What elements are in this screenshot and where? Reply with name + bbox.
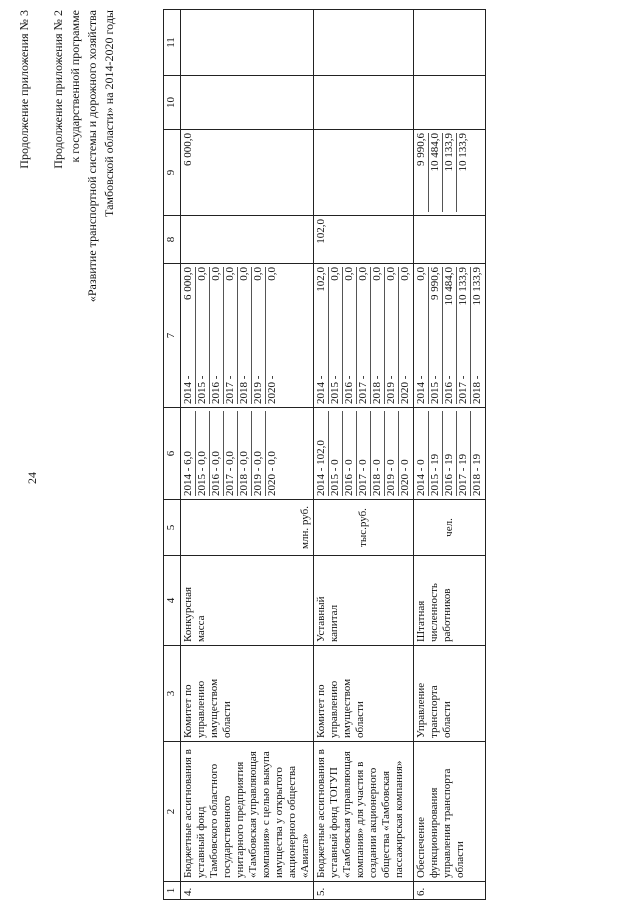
funding-line (329, 267, 343, 404)
funding-year: 2019 - (252, 375, 264, 404)
column-header: 2 (164, 742, 181, 882)
funding-year: 2014 - (315, 375, 327, 404)
col11-cell (181, 10, 314, 76)
funding-value: 0,0 (266, 267, 278, 281)
funding-value: 0,0 (399, 267, 411, 281)
heading-line-program-name: «Развитие транспортной системы и дорожного хозяйства (85, 10, 99, 303)
targets-cell (181, 408, 314, 500)
target-value: 2015 - 0,0 (196, 411, 210, 496)
funding-line (252, 267, 266, 404)
page-number: 24 (25, 472, 39, 484)
unit-cell: чел. (414, 500, 486, 556)
table-header-row (164, 10, 181, 900)
column-header: 5 (164, 500, 181, 556)
row-number: 6. (414, 882, 486, 900)
heading-line-program-region: Тамбовской области» на 2014-2020 годы (102, 10, 116, 217)
funding-value: 0,0 (343, 267, 355, 281)
heading-line-program: к государственной программе (68, 10, 82, 163)
funding-value: 6 000,0 (182, 267, 194, 300)
funding-line (210, 267, 224, 404)
funding-year: 2018 - (471, 375, 483, 404)
target-value: 2020 - 0 (399, 459, 411, 496)
col9-value: 6 000,0 (182, 133, 194, 166)
unit-cell: млн. руб. (181, 500, 314, 556)
funding-value: 10 484,0 (443, 267, 455, 306)
target-value: 2016 - 19 (443, 411, 457, 496)
column-header: 9 (164, 130, 181, 216)
target-value: 2016 - 0,0 (210, 411, 224, 496)
column-header: 11 (164, 10, 181, 76)
funding-year: 2016 - (210, 375, 222, 404)
target-value: 2014 - 6,0 (182, 411, 196, 496)
target-value: 2018 - 0,0 (238, 411, 252, 496)
col9-value: 9 990,6 (415, 133, 429, 212)
col8-value: 102,0 (315, 219, 327, 244)
appendix-heading (16, 10, 118, 570)
indicator-cell: Конкурсная масса (181, 556, 314, 646)
target-value: 2014 - 102,0 (315, 411, 329, 496)
column-header: 7 (164, 264, 181, 408)
funding-line (182, 267, 196, 404)
funding-value: 0,0 (415, 267, 427, 281)
table-row (181, 10, 314, 900)
executor-cell: Комитет по управлению имуществом области (181, 646, 314, 742)
heading-spacer (33, 10, 50, 570)
col8-cell (181, 216, 314, 264)
funding-value: 0,0 (329, 267, 341, 281)
executor-cell: Комитет по управлению имуществом области (314, 646, 414, 742)
table-row (314, 10, 414, 900)
funding-year: 2020 - (266, 375, 278, 404)
funding-year: 2014 - (415, 375, 427, 404)
funding-line (415, 267, 429, 404)
target-value: 2018 - 0 (371, 411, 385, 496)
funding-line (443, 267, 457, 404)
funding-year: 2015 - (329, 375, 341, 404)
target-value: 2017 - 19 (457, 411, 471, 496)
funding-value: 0,0 (224, 267, 236, 281)
target-value: 2019 - 0,0 (252, 411, 266, 496)
col8-cell (414, 216, 486, 264)
executor-cell: Управление транспорта области (414, 646, 486, 742)
target-value: 2020 - 0,0 (266, 451, 278, 496)
col10-cell (414, 76, 486, 130)
funding-line (315, 267, 329, 404)
col9-value: 10 484,0 (429, 133, 443, 212)
funding-value: 102,0 (315, 267, 327, 292)
col9-cell (414, 130, 486, 216)
target-value: 2019 - 0 (385, 411, 399, 496)
funding-value: 9 990,6 (429, 267, 441, 300)
funding-year: 2015 - (196, 375, 208, 404)
funding-year: 2017 - (457, 375, 469, 404)
funding-cell (181, 264, 314, 408)
funding-line (385, 267, 399, 404)
funding-year: 2018 - (371, 375, 383, 404)
indicator-cell: Уставный капитал (314, 556, 414, 646)
indicator-cell: Штатная численность работников (414, 556, 486, 646)
col9-value: 10 133,9 (443, 133, 457, 212)
funding-line (238, 267, 252, 404)
funding-line (457, 267, 471, 404)
target-value: 2018 - 19 (471, 453, 483, 496)
column-header: 1 (164, 882, 181, 900)
target-value: 2015 - 0 (329, 411, 343, 496)
targets-cell (414, 408, 486, 500)
funding-year: 2017 - (357, 375, 369, 404)
target-value: 2017 - 0 (357, 411, 371, 496)
col9-cell (314, 130, 414, 216)
targets-cell (314, 408, 414, 500)
col8-cell (314, 216, 414, 264)
col10-cell (314, 76, 414, 130)
funding-value: 0,0 (385, 267, 397, 281)
funding-line (371, 267, 385, 404)
funding-value: 0,0 (196, 267, 208, 281)
funding-year: 2017 - (224, 375, 236, 404)
col10-cell (181, 76, 314, 130)
funding-line (196, 267, 210, 404)
funding-line (357, 267, 371, 404)
program-table (163, 9, 486, 900)
target-value: 2017 - 0,0 (224, 411, 238, 496)
funding-line (224, 267, 238, 404)
funding-value: 10 133,9 (471, 267, 483, 306)
funding-value: 0,0 (371, 267, 383, 281)
target-value: 2014 - 0 (415, 411, 429, 496)
funding-year: 2014 - (182, 375, 194, 404)
heading-line-appendix2: Продолжение приложения № 2 (51, 10, 65, 169)
activity-cell: Бюджетные ассигнования в уставный фонд ТОГУП «Тамбовская управляющая компания» для участия в создании акционерного общества «Тамбовская пассажирская компания» (314, 742, 414, 882)
col11-cell (314, 10, 414, 76)
funding-value: 0,0 (238, 267, 250, 281)
funding-year: 2016 - (343, 375, 355, 404)
col9-value: 10 133,9 (457, 133, 469, 172)
column-header: 4 (164, 556, 181, 646)
funding-year: 2015 - (429, 375, 441, 404)
funding-line (429, 267, 443, 404)
heading-line-appendix3: Продолжение приложения № 3 (17, 10, 31, 169)
funding-cell (314, 264, 414, 408)
column-header: 6 (164, 408, 181, 500)
target-value: 2015 - 19 (429, 411, 443, 496)
funding-year: 2020 - (399, 375, 411, 404)
col11-cell (414, 10, 486, 76)
funding-line (266, 267, 279, 404)
column-header: 10 (164, 76, 181, 130)
funding-year: 2018 - (238, 375, 250, 404)
column-header: 3 (164, 646, 181, 742)
activity-cell: Бюджетные ассигнования в уставный фонд Тамбовского областного государственного унитарного предприятия «Тамбовская управляющая компания» с целью выкупа имущества у открытого акционерного общества «Авиата» (181, 742, 314, 882)
target-value: 2016 - 0 (343, 411, 357, 496)
activity-cell: Обеспечение функционирования управления транспорта области (414, 742, 486, 882)
table-row (414, 10, 486, 900)
funding-value: 0,0 (210, 267, 222, 281)
funding-line (343, 267, 357, 404)
row-number: 5. (314, 882, 414, 900)
funding-year: 2019 - (385, 375, 397, 404)
funding-value: 0,0 (252, 267, 264, 281)
row-number: 4. (181, 882, 314, 900)
unit-cell: тыс.руб. (314, 500, 414, 556)
col9-cell (181, 130, 314, 216)
funding-cell (414, 264, 486, 408)
funding-line (471, 267, 484, 404)
funding-value: 10 133,9 (457, 267, 469, 306)
funding-year: 2016 - (443, 375, 455, 404)
column-header: 8 (164, 216, 181, 264)
funding-line (399, 267, 412, 404)
funding-value: 0,0 (357, 267, 369, 281)
